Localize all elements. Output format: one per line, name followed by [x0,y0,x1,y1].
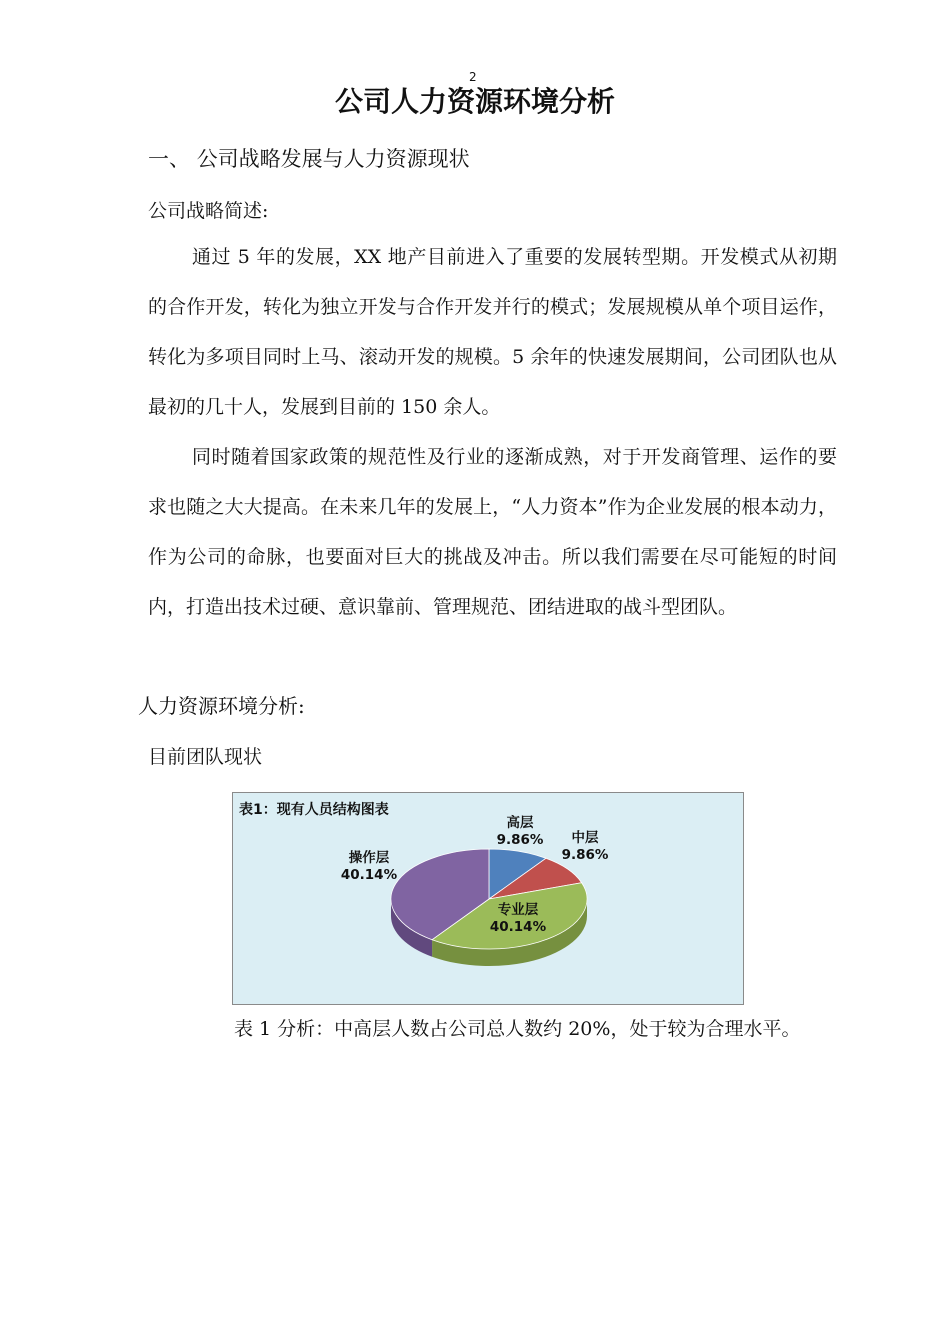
slice-value-senior: 9.86% [496,832,544,848]
slice-value-middle: 9.86% [561,847,609,863]
slice-label-senior [485,815,555,849]
chart-analysis-text: 表 1 分析：中高层人数占公司总人数约 20%，处于较为合理水平。 [234,1018,801,1040]
page-title: 公司人力资源环境分析 [334,85,615,118]
staff-structure-chart [232,792,744,1005]
slice-name-professional: 专业层 [497,902,539,918]
slice-label-professional [480,902,556,936]
slice-label-middle [550,830,620,864]
slice-name-senior: 高层 [506,815,534,831]
slice-name-operational: 操作层 [348,850,390,866]
team-status-label: 目前团队现状 [148,746,263,768]
slice-label-operational [331,850,407,884]
section-heading: 一、 公司战略发展与人力资源现状 [148,147,470,171]
strategy-label: 公司战略简述: [148,200,269,222]
slice-name-middle: 中层 [571,830,599,846]
strategy-paragraph: 通过 5 年的发展，XX 地产目前进入了重要的发展转型期。开发模式从初期的合作开发，转化为独立开发与合作开发并行的模式；发展规模从单个项目运作，转化为多项目同时上马、滚动开发的规模。5 余年的快速发展期间，公司团队也从最初的几十人，发展到目前的 150 余人。 [148,246,837,418]
slice-value-professional: 40.14% [489,919,547,935]
page-number: 2 [469,70,477,84]
policy-paragraph: 同时随着国家政策的规范性及行业的逐渐成熟，对于开发商管理、运作的要求也随之大大提高。在未来几年的发展上，“人力资本”作为企业发展的根本动力，作为公司的命脉，也要面对巨大的挑战及冲击。所以我们需要在尽可能短的时间内，打造出技术过硬、意识靠前、管理规范、团结进取的战斗型团队。 [148,446,837,618]
hr-analysis-label: 人力资源环境分析: [138,694,305,718]
chart-title: 表1：现有人员结构图表 [239,802,389,818]
slice-value-operational: 40.14% [340,867,398,883]
